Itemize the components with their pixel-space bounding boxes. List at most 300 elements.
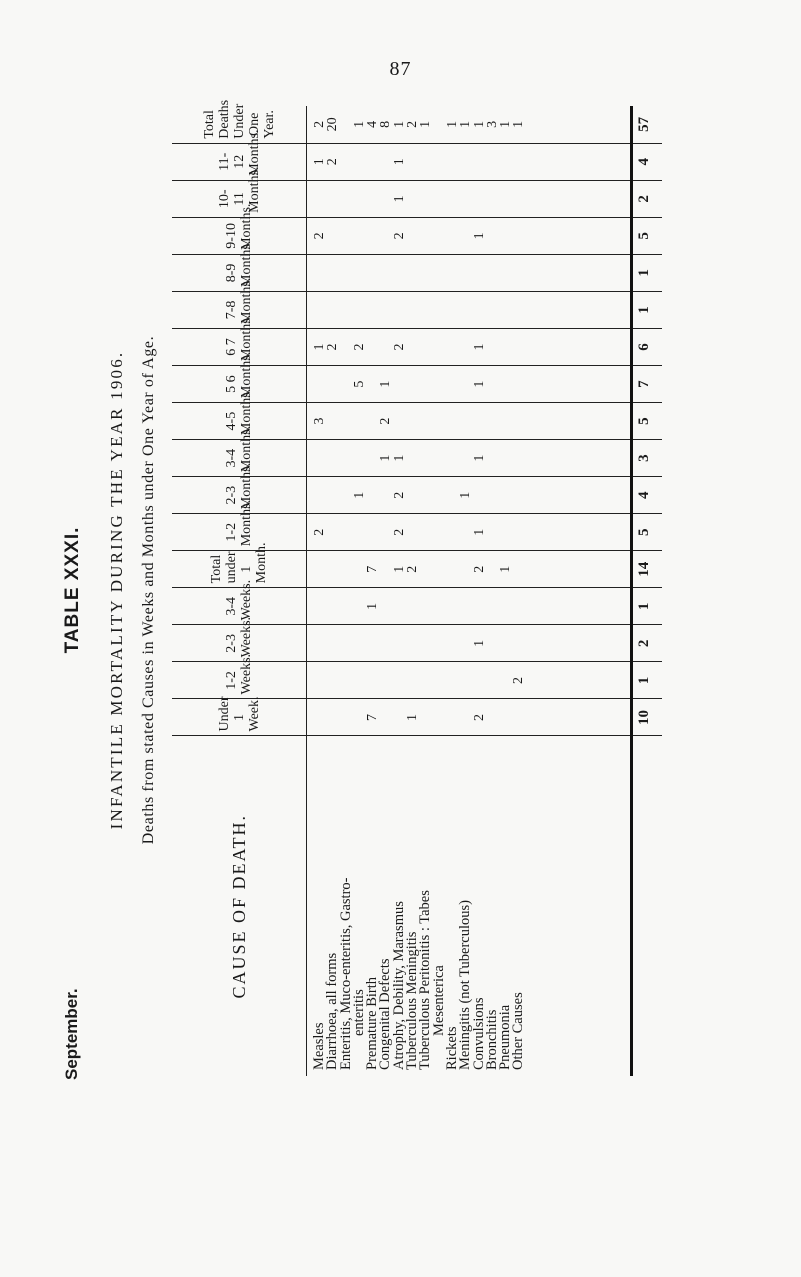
table-cell: 1 (498, 120, 514, 128)
table-cell (433, 625, 446, 661)
table-cell (446, 366, 459, 402)
table-cell (419, 588, 432, 624)
table-cell: 20 (325, 117, 341, 132)
table-cell (473, 477, 486, 513)
table-cell: 3 (312, 417, 327, 425)
table-cell (499, 514, 512, 550)
table-cell (486, 366, 499, 402)
table-cell: 1 (471, 343, 487, 351)
table-cell (512, 144, 525, 180)
table-cell: 1 (391, 454, 407, 462)
table-cell (340, 588, 353, 624)
table-cell (433, 551, 446, 587)
table-cell (406, 625, 419, 661)
table-cell: 1 (391, 120, 407, 128)
table-cell (340, 144, 353, 180)
table-cell (486, 477, 499, 513)
total-cell: 2 (632, 625, 663, 662)
table-cell (459, 255, 472, 291)
table-cell (433, 440, 446, 476)
table-cell (473, 255, 486, 291)
table-cell (313, 551, 326, 587)
table-cell (366, 477, 379, 513)
table-cell (499, 699, 512, 735)
table-cell (433, 403, 446, 439)
table-cell (340, 551, 353, 587)
table-cell: 4 (365, 120, 381, 128)
table-cell (353, 588, 366, 624)
table-cell (433, 366, 446, 402)
value-column (307, 366, 632, 403)
table-cell (406, 218, 419, 254)
table-cell (313, 181, 326, 217)
column-header: 8-9 Months. (172, 254, 307, 291)
table-cell: 1 (458, 491, 474, 499)
table-cell (326, 218, 339, 254)
table-cell (486, 255, 499, 291)
column-header: 2-3 Months. (172, 477, 307, 514)
total-row (632, 106, 663, 1076)
table-cell (340, 181, 353, 217)
table-cell: 1 (312, 343, 327, 351)
table-cell: 2 (312, 232, 327, 240)
table-cell (406, 477, 419, 513)
table-cell (366, 255, 379, 291)
table-cell (459, 366, 472, 402)
table-cell: 2 (325, 158, 341, 166)
table-cell (406, 366, 419, 402)
total-cell: 1 (632, 588, 663, 625)
table-cell (406, 292, 419, 328)
table-cell (446, 181, 459, 217)
column-header: 1-2 Weeks. (172, 662, 307, 699)
table-cell (326, 514, 339, 550)
table-cell (340, 514, 353, 550)
total-cell: 3 (632, 440, 663, 477)
table-cell: 8 (378, 120, 394, 128)
table-cell (379, 477, 392, 513)
table-cell (499, 181, 512, 217)
table-cell (353, 218, 366, 254)
cause-label: Atrophy, Debility, Marasmus (390, 901, 407, 1070)
column-header: 6 7 Months. (172, 328, 307, 365)
table-cell (499, 477, 512, 513)
table-cell: 1 (471, 454, 487, 462)
cause-label: Other Causes (510, 992, 527, 1070)
table-cell (326, 588, 339, 624)
table-cell (366, 144, 379, 180)
table-cell: 1 (471, 528, 487, 536)
table-cell (459, 181, 472, 217)
table-cell (393, 292, 406, 328)
table-cell: 2 (405, 120, 421, 128)
table-cell (379, 699, 392, 735)
table-cell (326, 662, 339, 698)
table-cell: 1 (391, 565, 407, 573)
table-cell (433, 255, 446, 291)
value-column (307, 143, 632, 180)
table-cell (499, 662, 512, 698)
table-cell (512, 329, 525, 365)
table-cell: 5 (351, 380, 367, 388)
table-cell (459, 514, 472, 550)
column-header: Under 1 Week. (172, 699, 307, 736)
column-header: 9-10 Months. (172, 217, 307, 254)
table-cell: 1 (378, 454, 394, 462)
table-cell (326, 440, 339, 476)
table-cell (459, 218, 472, 254)
table-cell: 1 (471, 639, 487, 647)
column-header: 11-12 Months. (172, 143, 307, 180)
table-number: TABLE XXXI. (62, 526, 83, 654)
value-column (307, 514, 632, 551)
table-cell (393, 366, 406, 402)
table-cell (486, 292, 499, 328)
cause-column-header: CAUSE OF DEATH. (172, 736, 307, 1076)
table-cell (379, 551, 392, 587)
table-cell (486, 588, 499, 624)
value-column (307, 551, 632, 588)
table-cell: 2 (391, 528, 407, 536)
table-subtitle: Deaths from stated Causes in Weeks and Months under One Year of Age. (140, 335, 157, 845)
total-cell: 4 (632, 477, 663, 514)
column-header: 3-4 Months. (172, 440, 307, 477)
total-cell: 1 (632, 662, 663, 699)
table-cell (499, 366, 512, 402)
table-cell (433, 699, 446, 735)
total-cell: 7 (632, 366, 663, 403)
table-cell (459, 551, 472, 587)
table-cell (340, 292, 353, 328)
table-cell: 1 (471, 380, 487, 388)
table-cell (366, 403, 379, 439)
table-cell (326, 699, 339, 735)
table-cell (459, 292, 472, 328)
table-cell (353, 514, 366, 550)
table-cell (499, 144, 512, 180)
table-cell (419, 699, 432, 735)
table-cell: 2 (391, 491, 407, 499)
table-cell (393, 588, 406, 624)
column-header: 5 6 Months. (172, 366, 307, 403)
table-cell (486, 440, 499, 476)
table-cell (512, 181, 525, 217)
cause-label: Measles (311, 1022, 327, 1070)
value-column (307, 291, 632, 328)
cause-label: Tuberculous Meningitis (404, 931, 421, 1070)
table-cell: 1 (511, 120, 527, 128)
table-cell (512, 551, 525, 587)
table-cell (433, 106, 446, 143)
table-cell (366, 218, 379, 254)
table-cell (512, 699, 525, 735)
table-cell (393, 662, 406, 698)
table-cell (459, 144, 472, 180)
table-cell (366, 181, 379, 217)
value-column (307, 180, 632, 217)
table-cell (379, 588, 392, 624)
table-cell (459, 329, 472, 365)
table-cell (446, 292, 459, 328)
table-cell (313, 477, 326, 513)
table-cell: 7 (365, 713, 381, 721)
table-cell (326, 255, 339, 291)
table-cell (406, 440, 419, 476)
table-cell: 2 (511, 676, 527, 684)
cause-label: enteritis (350, 989, 367, 1036)
table-cell: 1 (444, 120, 460, 128)
table-cell: 2 (312, 528, 327, 536)
total-cell: 57 (632, 106, 663, 143)
table-cell (406, 588, 419, 624)
column-header: 1-2 Months. (172, 514, 307, 551)
table-cell (433, 292, 446, 328)
column-header: 2-3 Weeks. (172, 625, 307, 662)
rotated-page-content (60, 90, 680, 1090)
table-cell (446, 255, 459, 291)
table-cell (340, 329, 353, 365)
table-cell (313, 588, 326, 624)
table-cell (353, 440, 366, 476)
total-cell: 1 (632, 291, 663, 328)
table-cell (353, 625, 366, 661)
table-cell (353, 292, 366, 328)
table-cell (406, 329, 419, 365)
table-cell (446, 218, 459, 254)
table-cell (393, 255, 406, 291)
cause-label: Meningitis (not Tuberculous) (457, 900, 474, 1070)
table-cell (366, 514, 379, 550)
table-cell (340, 662, 353, 698)
table-cell: 1 (458, 120, 474, 128)
table-cell (326, 403, 339, 439)
value-column (307, 106, 632, 143)
table-cell (353, 144, 366, 180)
table-cell (406, 255, 419, 291)
table-cell (326, 551, 339, 587)
table-cell (433, 514, 446, 550)
column-header: 4-5 Months. (172, 403, 307, 440)
table-cell (473, 662, 486, 698)
table-cell (486, 551, 499, 587)
table-cell (473, 588, 486, 624)
table-cell (459, 699, 472, 735)
table-cell (486, 329, 499, 365)
page-number: 87 (389, 58, 412, 80)
cause-list (307, 736, 632, 1076)
table-cell (459, 440, 472, 476)
table-cell (313, 440, 326, 476)
table-cell (473, 144, 486, 180)
table-cell (379, 662, 392, 698)
table-cell (313, 255, 326, 291)
table-cell (353, 699, 366, 735)
table-cell (379, 181, 392, 217)
table-cell (433, 144, 446, 180)
table-cell: 1 (418, 120, 434, 128)
table-cell (486, 514, 499, 550)
table-cell: 2 (351, 343, 367, 351)
table-cell (366, 625, 379, 661)
table-title: INFANTILE MORTALITY DURING THE YEAR 1906. (107, 350, 126, 830)
column-header: Total under 1 Month. (172, 551, 307, 588)
table-cell (419, 551, 432, 587)
table-cell (433, 477, 446, 513)
table-cell (459, 662, 472, 698)
table-cell (473, 292, 486, 328)
table-cell: 1 (378, 380, 394, 388)
table-cell: 2 (312, 120, 327, 128)
table-cell: 1 (365, 602, 381, 610)
table-cell: 2 (325, 343, 341, 351)
table-cell (313, 625, 326, 661)
table-cell (353, 662, 366, 698)
cause-label: Diarrhoea, all forms (324, 952, 341, 1070)
table-cell (446, 588, 459, 624)
table-cell (393, 403, 406, 439)
table-cell: 1 (351, 491, 367, 499)
table-cell (499, 255, 512, 291)
table-cell (486, 218, 499, 254)
table-cell (353, 403, 366, 439)
table-cell (486, 699, 499, 735)
table-cell: 7 (365, 565, 381, 573)
value-column (307, 662, 632, 699)
value-column (307, 254, 632, 291)
cause-label: Premature Birth (364, 976, 381, 1070)
table-cell (499, 292, 512, 328)
value-column (307, 217, 632, 254)
table-cell (512, 625, 525, 661)
table-cell (433, 218, 446, 254)
total-cell: 5 (632, 403, 663, 440)
table-cell (406, 662, 419, 698)
table-cell: 1 (498, 565, 514, 573)
cause-label: Tuberculous Peritonitis : Tabes (417, 890, 434, 1070)
table-cell (512, 292, 525, 328)
table-cell (512, 366, 525, 402)
table-cell (446, 699, 459, 735)
total-cell: 14 (632, 551, 663, 588)
table-cell (326, 625, 339, 661)
table-cell (340, 699, 353, 735)
table-cell (419, 218, 432, 254)
table-cell: 1 (471, 232, 487, 240)
total-cell: 5 (632, 217, 663, 254)
total-cell: 2 (632, 180, 663, 217)
table-cell (379, 144, 392, 180)
table-cell (419, 255, 432, 291)
table-cell (393, 625, 406, 661)
table-cell (419, 440, 432, 476)
value-column (307, 588, 632, 625)
table-cell (340, 403, 353, 439)
table-cell (406, 181, 419, 217)
column-header: 10-11 Months. (172, 180, 307, 217)
table-cell (446, 440, 459, 476)
table-cell (446, 403, 459, 439)
table-cell (446, 551, 459, 587)
header-row (172, 106, 307, 1076)
page-header (60, 100, 90, 1080)
table-cell (419, 625, 432, 661)
header-month: September. (62, 988, 81, 1080)
total-cell: 10 (632, 699, 663, 736)
table-cell (499, 403, 512, 439)
table-cell (473, 403, 486, 439)
table-cell: 2 (391, 232, 407, 240)
total-label-cell (632, 736, 663, 1076)
table-cell (313, 292, 326, 328)
table-cell (340, 366, 353, 402)
table-cell: 2 (378, 417, 394, 425)
table-cell (459, 588, 472, 624)
value-column (307, 477, 632, 514)
table-cell (446, 625, 459, 661)
table-cell (326, 292, 339, 328)
table-cell: 1 (471, 120, 487, 128)
table-cell (419, 144, 432, 180)
value-column (307, 699, 632, 736)
table-cell (379, 514, 392, 550)
cause-label: Bronchitis (483, 1009, 500, 1070)
table-cell (326, 366, 339, 402)
table-cell (486, 625, 499, 661)
table-cell (340, 440, 353, 476)
table-cell (419, 662, 432, 698)
table-cell (419, 292, 432, 328)
total-cell: 1 (632, 254, 663, 291)
table-cell (512, 514, 525, 550)
table-cell: 3 (484, 120, 500, 128)
table-cell (419, 366, 432, 402)
table-cell (419, 329, 432, 365)
table-cell (512, 255, 525, 291)
table-cell (459, 625, 472, 661)
table-cell (459, 403, 472, 439)
table-cell (419, 514, 432, 550)
cause-label: Enteritis, Muco-enteritis, Gastro- (337, 877, 354, 1070)
table-cell (393, 699, 406, 735)
table-cell (419, 477, 432, 513)
table-cell: 1 (351, 120, 367, 128)
table-cell (379, 292, 392, 328)
column-header: Total Deaths Under One Year. (172, 106, 307, 143)
table-cell (512, 218, 525, 254)
cause-label: Convulsions (470, 997, 487, 1070)
table-cell (379, 218, 392, 254)
value-column (307, 403, 632, 440)
cause-label: Congenital Defects (377, 958, 394, 1070)
table-cell (313, 699, 326, 735)
table-cell (433, 181, 446, 217)
table-cell (379, 329, 392, 365)
table-cell (353, 181, 366, 217)
table-cell (433, 588, 446, 624)
table-cell (486, 403, 499, 439)
table-cell: 1 (312, 158, 327, 166)
value-column (307, 328, 632, 365)
table-cell (499, 625, 512, 661)
table-cell (340, 255, 353, 291)
column-header: 7-8 Months. (172, 291, 307, 328)
table-cell: 2 (471, 565, 487, 573)
table-cell (486, 144, 499, 180)
table-cell: 1 (391, 195, 407, 203)
total-cell: 4 (632, 143, 663, 180)
table-cell (326, 477, 339, 513)
table-cell: 2 (471, 713, 487, 721)
